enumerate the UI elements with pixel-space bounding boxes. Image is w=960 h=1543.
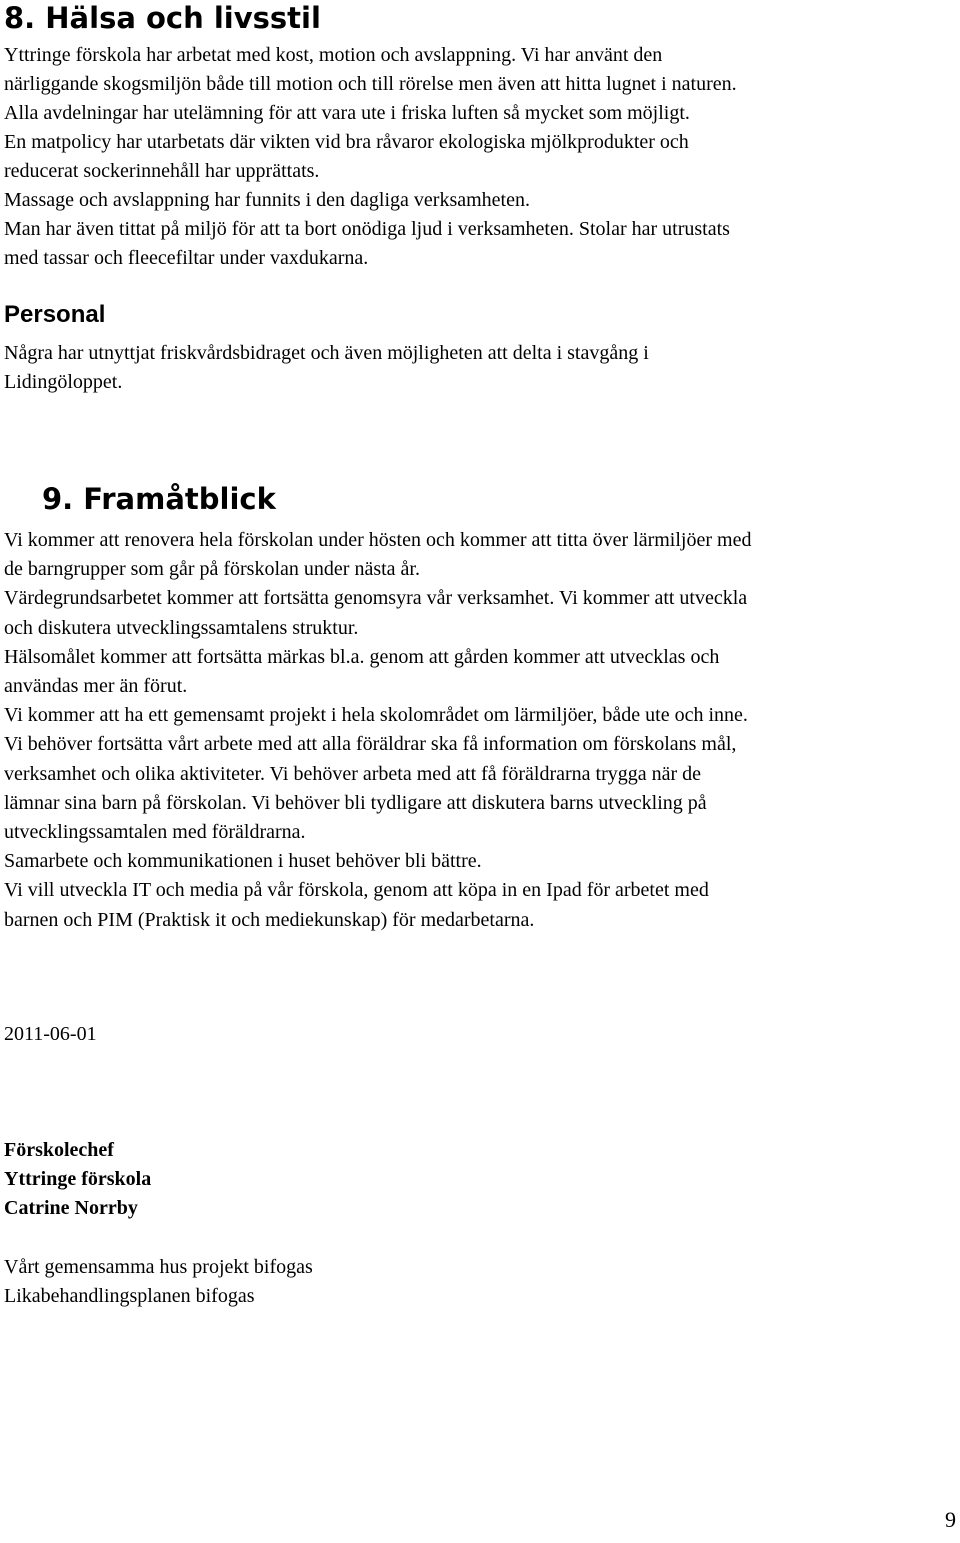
section-8-line: närliggande skogsmiljön både till motion och till rörelse men även att hitta lugnet i naturen. [4, 73, 737, 95]
section-9-line: Samarbete och kommunikationen i huset behöver bli bättre. [4, 850, 482, 873]
attachment-item: Likabehandlingsplanen bifogas [4, 1285, 255, 1307]
section-9-line: Vi kommer att ha ett gemensamt projekt i hela skolområdet om lärmiljöer, både ute och inne. [4, 704, 748, 727]
date-text: 2011-06-01 [4, 1023, 97, 1045]
section-9-line: lämnar sina barn på förskolan. Vi behöver bli tydligare att diskutera barns utveckling på [4, 791, 707, 814]
section-9-line: Värdegrundsarbetet kommer att fortsätta genomsyra vår verksamhet. Vi kommer att utveckla [4, 587, 748, 610]
section-8-line: Massage och avslappning har funnits i den dagliga verksamheten. [4, 189, 530, 211]
section-9-heading: 9. Framåtblick [42, 482, 276, 516]
section-9-line: Vi behöver fortsätta vårt arbete med att alla föräldrar ska få information om förskolans mål, [4, 733, 737, 756]
document-date [4, 1020, 956, 1049]
section-9-line: Vi kommer att renovera hela förskolan under hösten och kommer att titta över lärmiljöer med [4, 529, 752, 551]
section-8-line: En matpolicy har utarbetats där vikten vid bra råvaror ekologiska mjölkprodukter och [4, 131, 689, 153]
section-9-line: verksamhet och olika aktiviteter. Vi behöver arbeta med att få föräldrarna trygga när de [4, 762, 702, 785]
section-8-heading: 8. Hälsa och livsstil [4, 1, 321, 35]
signature-school: Yttringe förskola [4, 1168, 152, 1190]
section-8-line: Alla avdelningar har utelämning för att vara ute i friska luften så mycket som möjligt. [4, 102, 690, 124]
signature-name: Catrine Norrby [4, 1197, 138, 1219]
section-8-body [4, 41, 956, 273]
personal-body [4, 339, 956, 397]
section-8-line: Yttringe förskola har arbetat med kost, motion och avslappning. Vi har använt den [4, 44, 663, 66]
attachment-item: Vårt gemensamma hus projekt bifogas [4, 1256, 313, 1278]
personal-line: Några har utnyttjat friskvårdsbidraget och även möjligheten att delta i stavgång i [4, 342, 649, 364]
section-9-line: och diskutera utvecklingssamtalens struktur. [4, 616, 359, 639]
section-9-line: användas mer än förut. [4, 675, 188, 698]
page-number: 9 [945, 1507, 956, 1532]
section-9-line: Vi vill utveckla IT och media på vår förskola, genom att köpa in en Ipad för arbetet med [4, 879, 709, 902]
attachments-block [4, 1253, 956, 1311]
section-8-line: reducerat sockerinnehåll har upprättats. [4, 160, 320, 182]
section-9-line: utvecklingssamtalen med föräldrarna. [4, 821, 306, 844]
signature-title: Förskolechef [4, 1139, 114, 1161]
section-8-line: med tassar och fleecefiltar under vaxdukarna. [4, 247, 369, 269]
signature-block [4, 1136, 956, 1223]
personal-line: Lidingöloppet. [4, 371, 123, 393]
section-9-line: Hälsomålet kommer att fortsätta märkas bl.a. genom att gården kommer att utvecklas och [4, 645, 720, 668]
section-8-line: Man har även tittat på miljö för att ta bort onödiga ljud i verksamheten. Stolar har utrustats [4, 218, 730, 240]
section-9-body [4, 526, 956, 935]
personal-heading: Personal [4, 301, 106, 328]
section-9-line: barnen och PIM (Praktisk it och mediekunskap) för medarbetarna. [4, 908, 535, 931]
section-9-line: de barngrupper som går på förskolan under nästa år. [4, 558, 420, 581]
